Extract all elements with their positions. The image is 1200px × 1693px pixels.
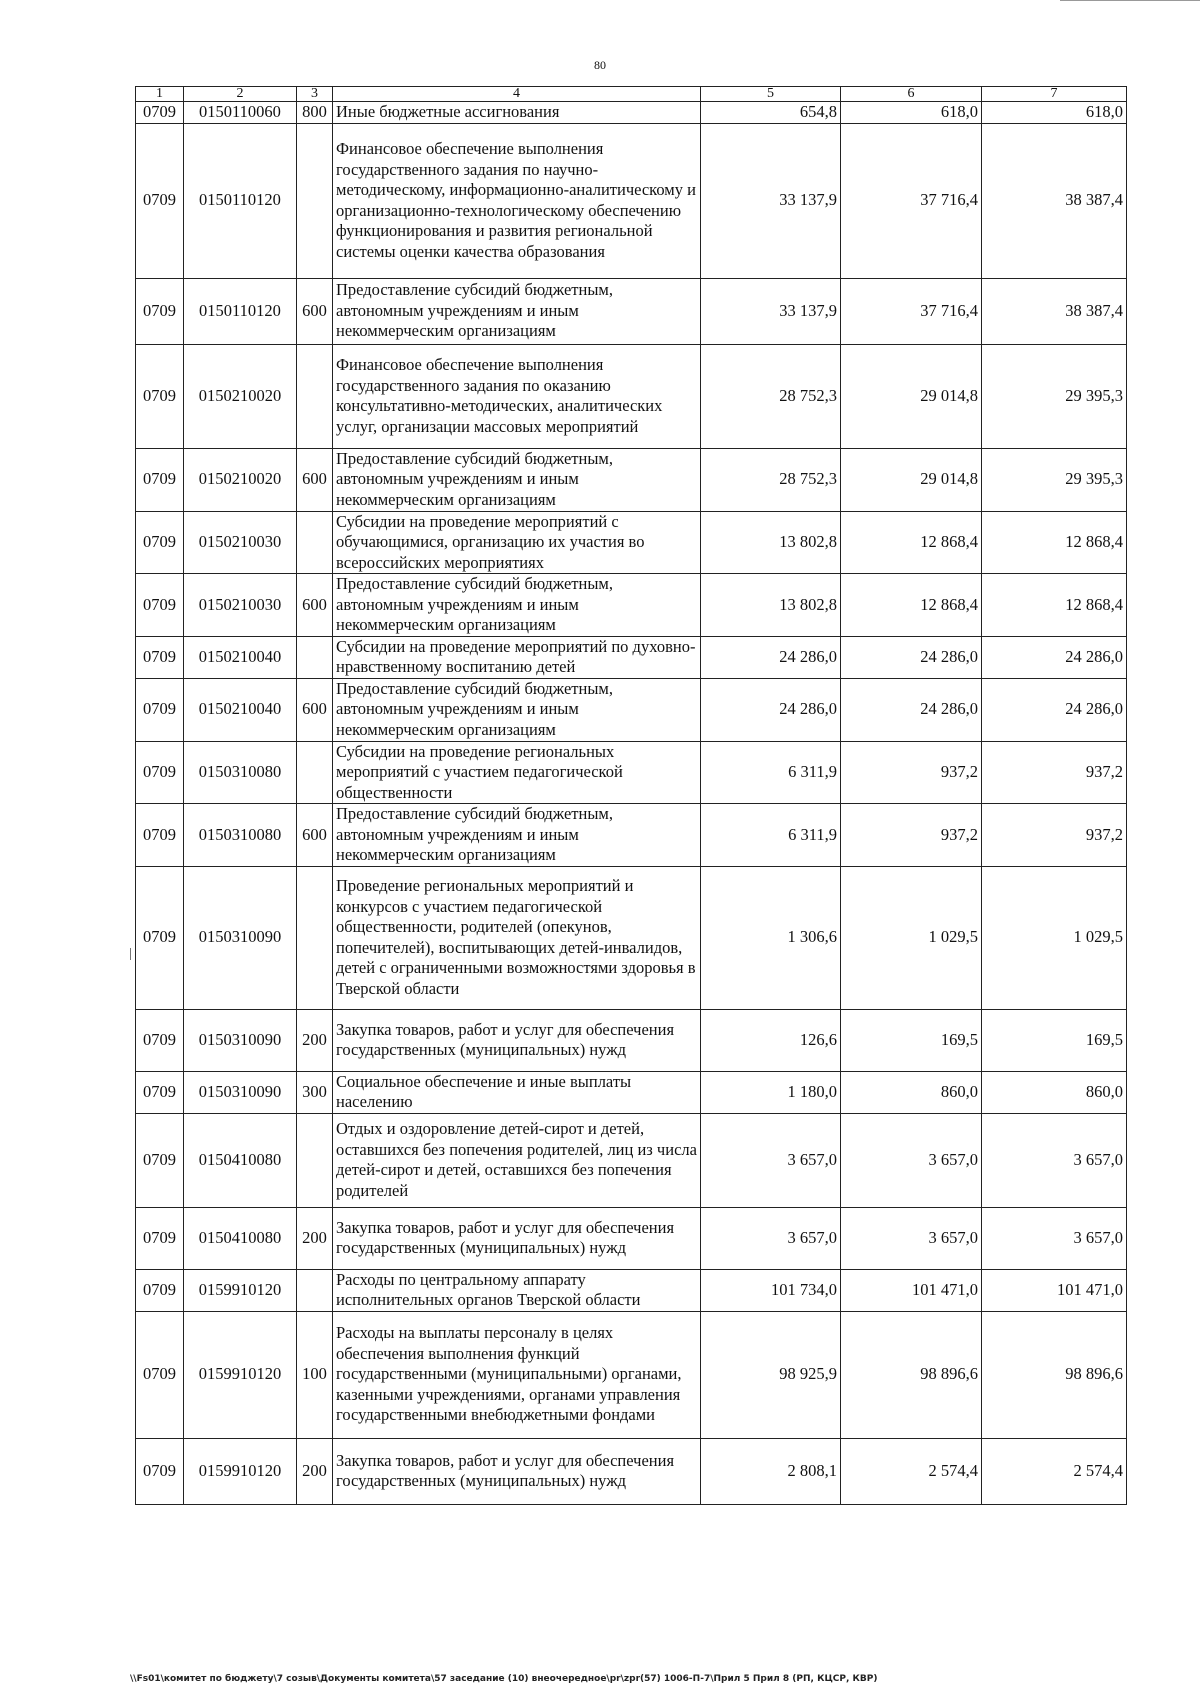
scan-edge-line (1060, 0, 1200, 3)
expense-type-code: 200 (297, 1009, 333, 1071)
amount-col-5: 24 286,0 (701, 678, 841, 741)
expense-type-code: 300 (297, 1071, 333, 1113)
amount-col-6: 29 014,8 (841, 448, 982, 511)
amount-col-5: 101 734,0 (701, 1269, 841, 1311)
expense-name: Субсидии на проведение мероприятий с обучающимися, организацию их участия во всероссийских мероприятиях (333, 511, 701, 574)
amount-col-5: 33 137,9 (701, 123, 841, 278)
amount-col-7: 937,2 (982, 741, 1127, 804)
amount-col-5: 13 802,8 (701, 511, 841, 574)
amount-col-6: 3 657,0 (841, 1113, 982, 1207)
amount-col-5: 1 306,6 (701, 866, 841, 1009)
amount-col-7: 937,2 (982, 804, 1127, 867)
amount-col-6: 37 716,4 (841, 123, 982, 278)
table-row (136, 1269, 1127, 1311)
amount-col-7: 618,0 (982, 102, 1127, 124)
expense-name: Предоставление субсидий бюджетным, автономным учреждениям и иным некоммерческим организациям (333, 804, 701, 867)
expense-type-code (297, 636, 333, 678)
expense-name: Предоставление субсидий бюджетным, автономным учреждениям и иным некоммерческим организациям (333, 448, 701, 511)
amount-col-5: 126,6 (701, 1009, 841, 1071)
target-article-code: 0150410080 (184, 1207, 297, 1269)
expense-type-code (297, 1269, 333, 1311)
amount-col-6: 618,0 (841, 102, 982, 124)
scan-margin-mark (130, 948, 131, 960)
expense-type-code: 600 (297, 574, 333, 637)
target-article-code: 0159910120 (184, 1311, 297, 1438)
amount-col-7: 12 868,4 (982, 574, 1127, 637)
expense-name: Закупка товаров, работ и услуг для обеспечения государственных (муниципальных) нужд (333, 1009, 701, 1071)
expense-name: Социальное обеспечение и иные выплаты населению (333, 1071, 701, 1113)
table-row (136, 866, 1127, 1009)
col-header-4: 4 (333, 87, 701, 102)
section-code: 0709 (136, 1207, 184, 1269)
target-article-code: 0150310090 (184, 1071, 297, 1113)
amount-col-7: 169,5 (982, 1009, 1127, 1071)
section-code: 0709 (136, 804, 184, 867)
target-article-code: 0150210040 (184, 636, 297, 678)
amount-col-5: 2 808,1 (701, 1438, 841, 1504)
expense-type-code: 600 (297, 678, 333, 741)
expense-type-code (297, 866, 333, 1009)
section-code: 0709 (136, 1071, 184, 1113)
expense-type-code (297, 344, 333, 448)
amount-col-6: 169,5 (841, 1009, 982, 1071)
amount-col-7: 3 657,0 (982, 1113, 1127, 1207)
section-code: 0709 (136, 866, 184, 1009)
col-header-6: 6 (841, 87, 982, 102)
expense-type-code: 800 (297, 102, 333, 124)
expense-name: Проведение региональных мероприятий и конкурсов с участием педагогической общественности, родителей (опекунов, попечителей), воспитывающих детей-инвалидов, детей с ограниченными возможностями здоровья в Тверской области (333, 866, 701, 1009)
target-article-code: 0150210040 (184, 678, 297, 741)
amount-col-5: 24 286,0 (701, 636, 841, 678)
budget-table (135, 86, 1127, 1505)
table-row (136, 511, 1127, 574)
amount-col-5: 3 657,0 (701, 1113, 841, 1207)
target-article-code: 0150210020 (184, 344, 297, 448)
amount-col-7: 38 387,4 (982, 123, 1127, 278)
expense-type-code (297, 123, 333, 278)
amount-col-7: 24 286,0 (982, 678, 1127, 741)
target-article-code: 0150310090 (184, 866, 297, 1009)
amount-col-6: 937,2 (841, 741, 982, 804)
section-code: 0709 (136, 511, 184, 574)
section-code: 0709 (136, 448, 184, 511)
target-article-code: 0150210030 (184, 511, 297, 574)
table-row (136, 1311, 1127, 1438)
expense-type-code (297, 511, 333, 574)
amount-col-7: 98 896,6 (982, 1311, 1127, 1438)
table-row (136, 448, 1127, 511)
table-row (136, 574, 1127, 637)
expense-name: Субсидии на проведение региональных мероприятий с участием педагогической общественности (333, 741, 701, 804)
target-article-code: 0150310080 (184, 741, 297, 804)
amount-col-5: 98 925,9 (701, 1311, 841, 1438)
table-row (136, 1009, 1127, 1071)
section-code: 0709 (136, 678, 184, 741)
table-row (136, 344, 1127, 448)
expense-name: Расходы по центральному аппарату исполнительных органов Тверской области (333, 1269, 701, 1311)
amount-col-6: 2 574,4 (841, 1438, 982, 1504)
amount-col-6: 1 029,5 (841, 866, 982, 1009)
table-row (136, 804, 1127, 867)
table-row (136, 278, 1127, 344)
expense-name: Закупка товаров, работ и услуг для обеспечения государственных (муниципальных) нужд (333, 1438, 701, 1504)
section-code: 0709 (136, 102, 184, 124)
amount-col-7: 38 387,4 (982, 278, 1127, 344)
table-row (136, 1113, 1127, 1207)
target-article-code: 0150110060 (184, 102, 297, 124)
section-code: 0709 (136, 344, 184, 448)
section-code: 0709 (136, 123, 184, 278)
expense-name: Предоставление субсидий бюджетным, автономным учреждениям и иным некоммерческим организациям (333, 678, 701, 741)
target-article-code: 0150210030 (184, 574, 297, 637)
amount-col-6: 12 868,4 (841, 574, 982, 637)
target-article-code: 0150110120 (184, 278, 297, 344)
expense-type-code: 600 (297, 278, 333, 344)
amount-col-7: 1 029,5 (982, 866, 1127, 1009)
amount-col-6: 37 716,4 (841, 278, 982, 344)
amount-col-5: 13 802,8 (701, 574, 841, 637)
expense-name: Финансовое обеспечение выполнения государственного задания по научно-методическому, информационно-аналитическому и организационно-технологическому обеспечению функционирования и развития региональной системы оценки качества образования (333, 123, 701, 278)
section-code: 0709 (136, 636, 184, 678)
expense-name: Закупка товаров, работ и услуг для обеспечения государственных (муниципальных) нужд (333, 1207, 701, 1269)
table-row (136, 678, 1127, 741)
expense-name: Иные бюджетные ассигнования (333, 102, 701, 124)
expense-name: Субсидии на проведение мероприятий по духовно-нравственному воспитанию детей (333, 636, 701, 678)
table-row (136, 1438, 1127, 1504)
amount-col-7: 3 657,0 (982, 1207, 1127, 1269)
expense-type-code (297, 741, 333, 804)
col-header-3: 3 (297, 87, 333, 102)
file-path-footer: \\Fs01\комитет по бюджету\7 созыв\Документы комитета\57 заседание (10) внеочередное\pr\zpr(57) 1006-П-7\Прил 5 Прил 8 (РП, КЦСР, КВР) (130, 1674, 878, 1684)
target-article-code: 0150310080 (184, 804, 297, 867)
expense-name: Расходы на выплаты персоналу в целях обеспечения выполнения функций государственными (муниципальными) органами, казенными учреждениями, органами управления государственными внебюджетными фондами (333, 1311, 701, 1438)
target-article-code: 0159910120 (184, 1438, 297, 1504)
expense-name: Отдых и оздоровление детей-сирот и детей, оставшихся без попечения родителей, лиц из числа детей-сирот и детей, оставшихся без попечения родителей (333, 1113, 701, 1207)
amount-col-7: 12 868,4 (982, 511, 1127, 574)
amount-col-7: 860,0 (982, 1071, 1127, 1113)
section-code: 0709 (136, 741, 184, 804)
section-code: 0709 (136, 278, 184, 344)
table-row (136, 636, 1127, 678)
section-code: 0709 (136, 1009, 184, 1071)
amount-col-5: 3 657,0 (701, 1207, 841, 1269)
page-number: 80 (594, 58, 606, 72)
col-header-2: 2 (184, 87, 297, 102)
amount-col-6: 937,2 (841, 804, 982, 867)
expense-type-code (297, 1113, 333, 1207)
amount-col-5: 6 311,9 (701, 804, 841, 867)
amount-col-6: 3 657,0 (841, 1207, 982, 1269)
amount-col-5: 1 180,0 (701, 1071, 841, 1113)
amount-col-5: 654,8 (701, 102, 841, 124)
col-header-1: 1 (136, 87, 184, 102)
expense-type-code: 100 (297, 1311, 333, 1438)
amount-col-5: 6 311,9 (701, 741, 841, 804)
table-row (136, 123, 1127, 278)
amount-col-6: 24 286,0 (841, 636, 982, 678)
amount-col-7: 24 286,0 (982, 636, 1127, 678)
expense-name: Финансовое обеспечение выполнения государственного задания по оказанию консультативно-методических, аналитических услуг, организации массовых мероприятий (333, 344, 701, 448)
section-code: 0709 (136, 1438, 184, 1504)
amount-col-7: 101 471,0 (982, 1269, 1127, 1311)
section-code: 0709 (136, 1269, 184, 1311)
expense-type-code: 600 (297, 448, 333, 511)
table-row (136, 741, 1127, 804)
table-row (136, 1207, 1127, 1269)
target-article-code: 0150110120 (184, 123, 297, 278)
table-row (136, 1071, 1127, 1113)
amount-col-5: 28 752,3 (701, 448, 841, 511)
col-header-7: 7 (982, 87, 1127, 102)
section-code: 0709 (136, 1113, 184, 1207)
target-article-code: 0150210020 (184, 448, 297, 511)
expense-type-code: 200 (297, 1438, 333, 1504)
expense-type-code: 600 (297, 804, 333, 867)
table-body (136, 102, 1127, 1505)
amount-col-7: 29 395,3 (982, 448, 1127, 511)
amount-col-7: 2 574,4 (982, 1438, 1127, 1504)
amount-col-6: 24 286,0 (841, 678, 982, 741)
amount-col-7: 29 395,3 (982, 344, 1127, 448)
amount-col-6: 101 471,0 (841, 1269, 982, 1311)
amount-col-6: 860,0 (841, 1071, 982, 1113)
amount-col-6: 98 896,6 (841, 1311, 982, 1438)
target-article-code: 0150310090 (184, 1009, 297, 1071)
amount-col-5: 28 752,3 (701, 344, 841, 448)
target-article-code: 0150410080 (184, 1113, 297, 1207)
col-header-5: 5 (701, 87, 841, 102)
expense-name: Предоставление субсидий бюджетным, автономным учреждениям и иным некоммерческим организациям (333, 574, 701, 637)
section-code: 0709 (136, 1311, 184, 1438)
amount-col-6: 29 014,8 (841, 344, 982, 448)
expense-type-code: 200 (297, 1207, 333, 1269)
target-article-code: 0159910120 (184, 1269, 297, 1311)
expense-name: Предоставление субсидий бюджетным, автономным учреждениям и иным некоммерческим организациям (333, 278, 701, 344)
table-row (136, 102, 1127, 124)
column-number-row (136, 87, 1127, 102)
section-code: 0709 (136, 574, 184, 637)
amount-col-5: 33 137,9 (701, 278, 841, 344)
amount-col-6: 12 868,4 (841, 511, 982, 574)
